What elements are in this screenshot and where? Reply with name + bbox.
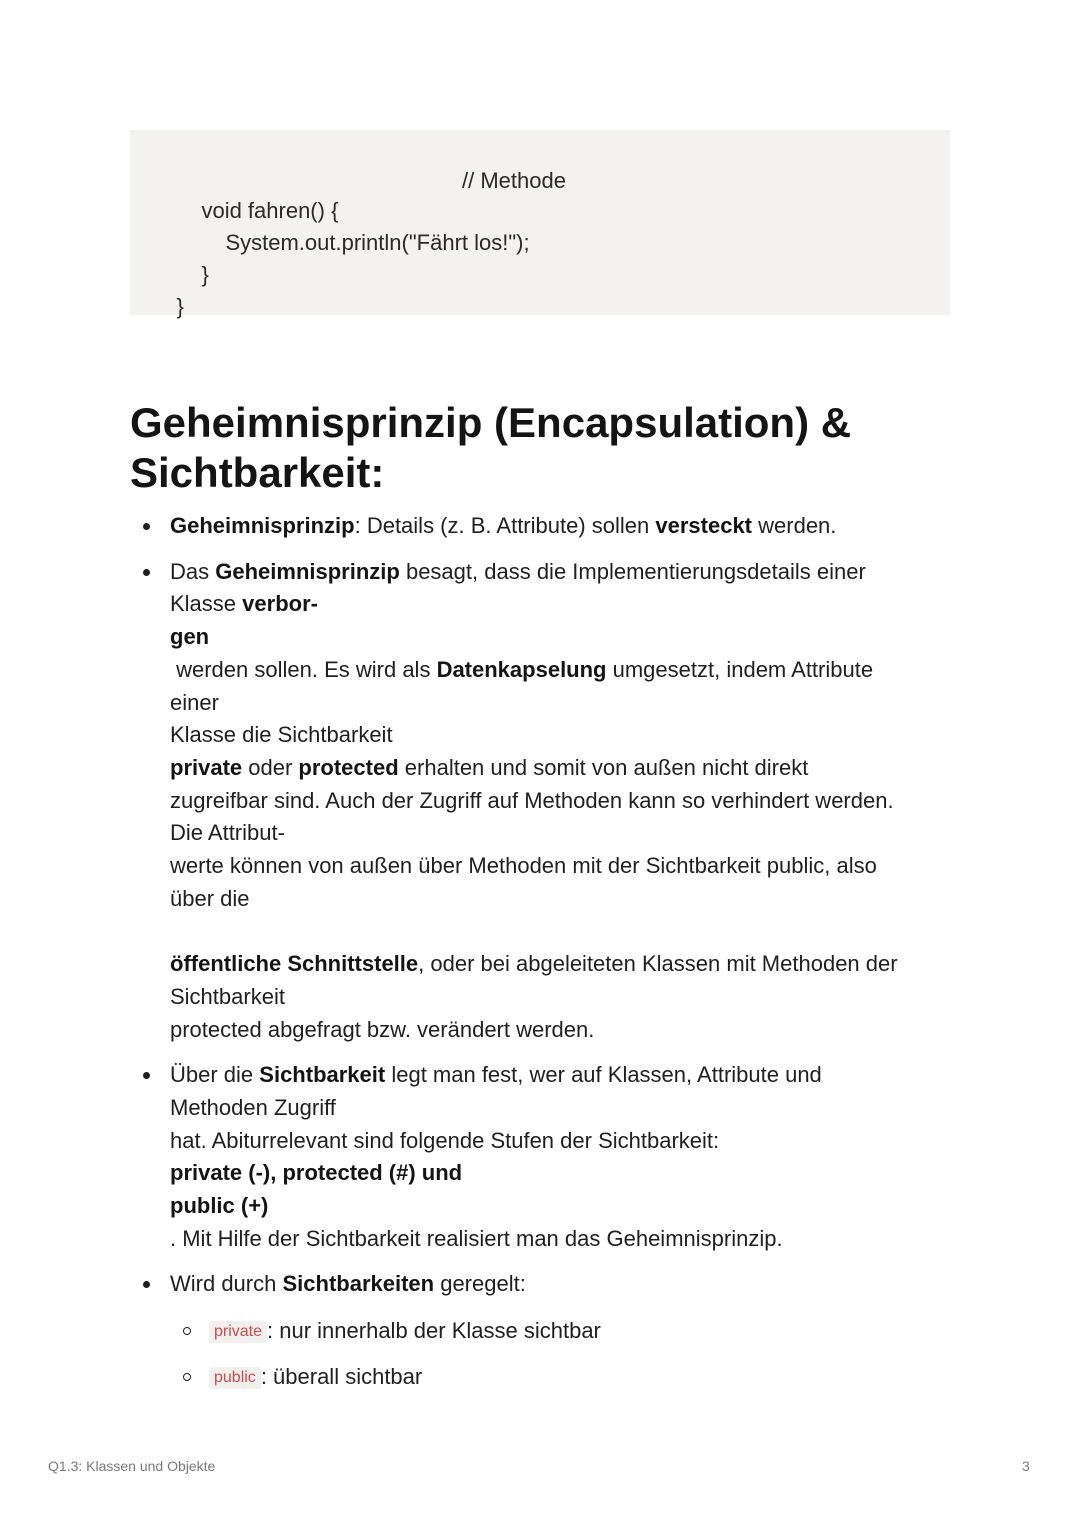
text-line: Die Attribut- (170, 820, 285, 846)
term: Geheimnisprinzip (170, 513, 355, 538)
footer-title: Q1.3: Klassen und Objekte (48, 1458, 216, 1474)
section-heading (130, 398, 950, 498)
code-comment: // Methode (462, 168, 566, 193)
text: , oder bei abgeleiteten Klassen mit Methoden der (418, 951, 898, 977)
list-item (130, 1059, 960, 1255)
page-number: 3 (1022, 1458, 1030, 1474)
heading-line-2: Sichtbarkeit: (130, 449, 385, 496)
sub-list-item (170, 1314, 960, 1348)
code-block (130, 130, 950, 319)
code-text: void fahren() { (201, 198, 339, 223)
inline-code: private (209, 1321, 267, 1343)
text-line: hat. Abiturrelevant sind folgende Stufen der Sichtbarkeit: (170, 1127, 720, 1153)
text: : Details (z. B. Attribute) sollen (354, 513, 656, 538)
text-line: über die (170, 885, 250, 911)
blank-line (170, 915, 960, 948)
list-item (130, 556, 960, 1047)
text: werden sollen. Es wird als (170, 656, 437, 682)
term: Geheimnisprinzip (215, 558, 400, 584)
text: : nur innerhalb der Klasse sichtbar (267, 1318, 601, 1344)
text-line: werte können von außen über Methoden mit der Sichtbarkeit public, also (170, 853, 877, 879)
term: öffentliche Schnittstelle (170, 951, 419, 977)
text: werden. (752, 513, 837, 538)
term: gen (170, 624, 210, 650)
term: Datenkapselung (436, 656, 607, 682)
text-line: . Mit Hilfe der Sichtbarkeit realisiert man das Geheimnisprinzip. (170, 1225, 783, 1251)
bullet-dot-icon (143, 523, 150, 530)
term: Sichtbarkeiten (282, 1271, 435, 1297)
term: private (170, 754, 243, 780)
heading-line-1: Geheimnisprinzip (Encapsulation) & (130, 399, 852, 446)
term: protected (298, 754, 399, 780)
text-line: protected abgefragt bzw. verändert werden. (170, 1016, 595, 1042)
code-text: } (201, 262, 209, 287)
text-line: Klasse die Sichtbarkeit (170, 722, 393, 748)
inline-code: public (209, 1367, 261, 1389)
list-item (130, 1268, 960, 1301)
code-line (201, 198, 530, 288)
text: Über die (170, 1062, 260, 1088)
text: Wird durch (170, 1271, 283, 1297)
text: erhalten und somit von außen nicht direkt (398, 754, 809, 780)
text: legt man fest, wer auf Klassen, Attribute und (385, 1062, 822, 1088)
text: Das (170, 558, 216, 584)
sub-list (130, 1314, 960, 1394)
text: : überall sichtbar (260, 1364, 423, 1390)
text: oder (242, 754, 299, 780)
bullet-list (130, 510, 960, 1406)
bullet-dot-icon (143, 1072, 150, 1079)
hollow-bullet-icon (183, 1373, 191, 1381)
term: public (+) (170, 1193, 269, 1219)
text-line: zugreifbar sind. Auch der Zugriff auf Methoden kann so verhindert werden. (170, 787, 894, 813)
code-line (152, 262, 184, 352)
bullet-dot-icon (143, 1281, 150, 1288)
sub-list-item (170, 1360, 960, 1394)
hollow-bullet-icon (183, 1327, 191, 1335)
text-line: einer (170, 689, 219, 715)
text: umgesetzt, indem Attribute (606, 656, 874, 682)
text-line: Sichtbarkeit (170, 983, 285, 1009)
text-line: Methoden Zugriff (170, 1094, 336, 1120)
term: versteckt (655, 513, 753, 538)
code-text: System.out.println("Fährt los!"); (225, 230, 530, 255)
term: private (-), protected (#) und (170, 1160, 463, 1186)
text: geregelt: (434, 1271, 526, 1297)
text: besagt, dass die Implementierungsdetails einer (399, 558, 866, 584)
bullet-dot-icon (143, 569, 150, 576)
term: Sichtbarkeit (259, 1062, 386, 1088)
term: verbor- (242, 591, 318, 617)
code-text: } (176, 294, 184, 319)
list-item (130, 510, 960, 543)
text: Klasse (170, 591, 243, 617)
